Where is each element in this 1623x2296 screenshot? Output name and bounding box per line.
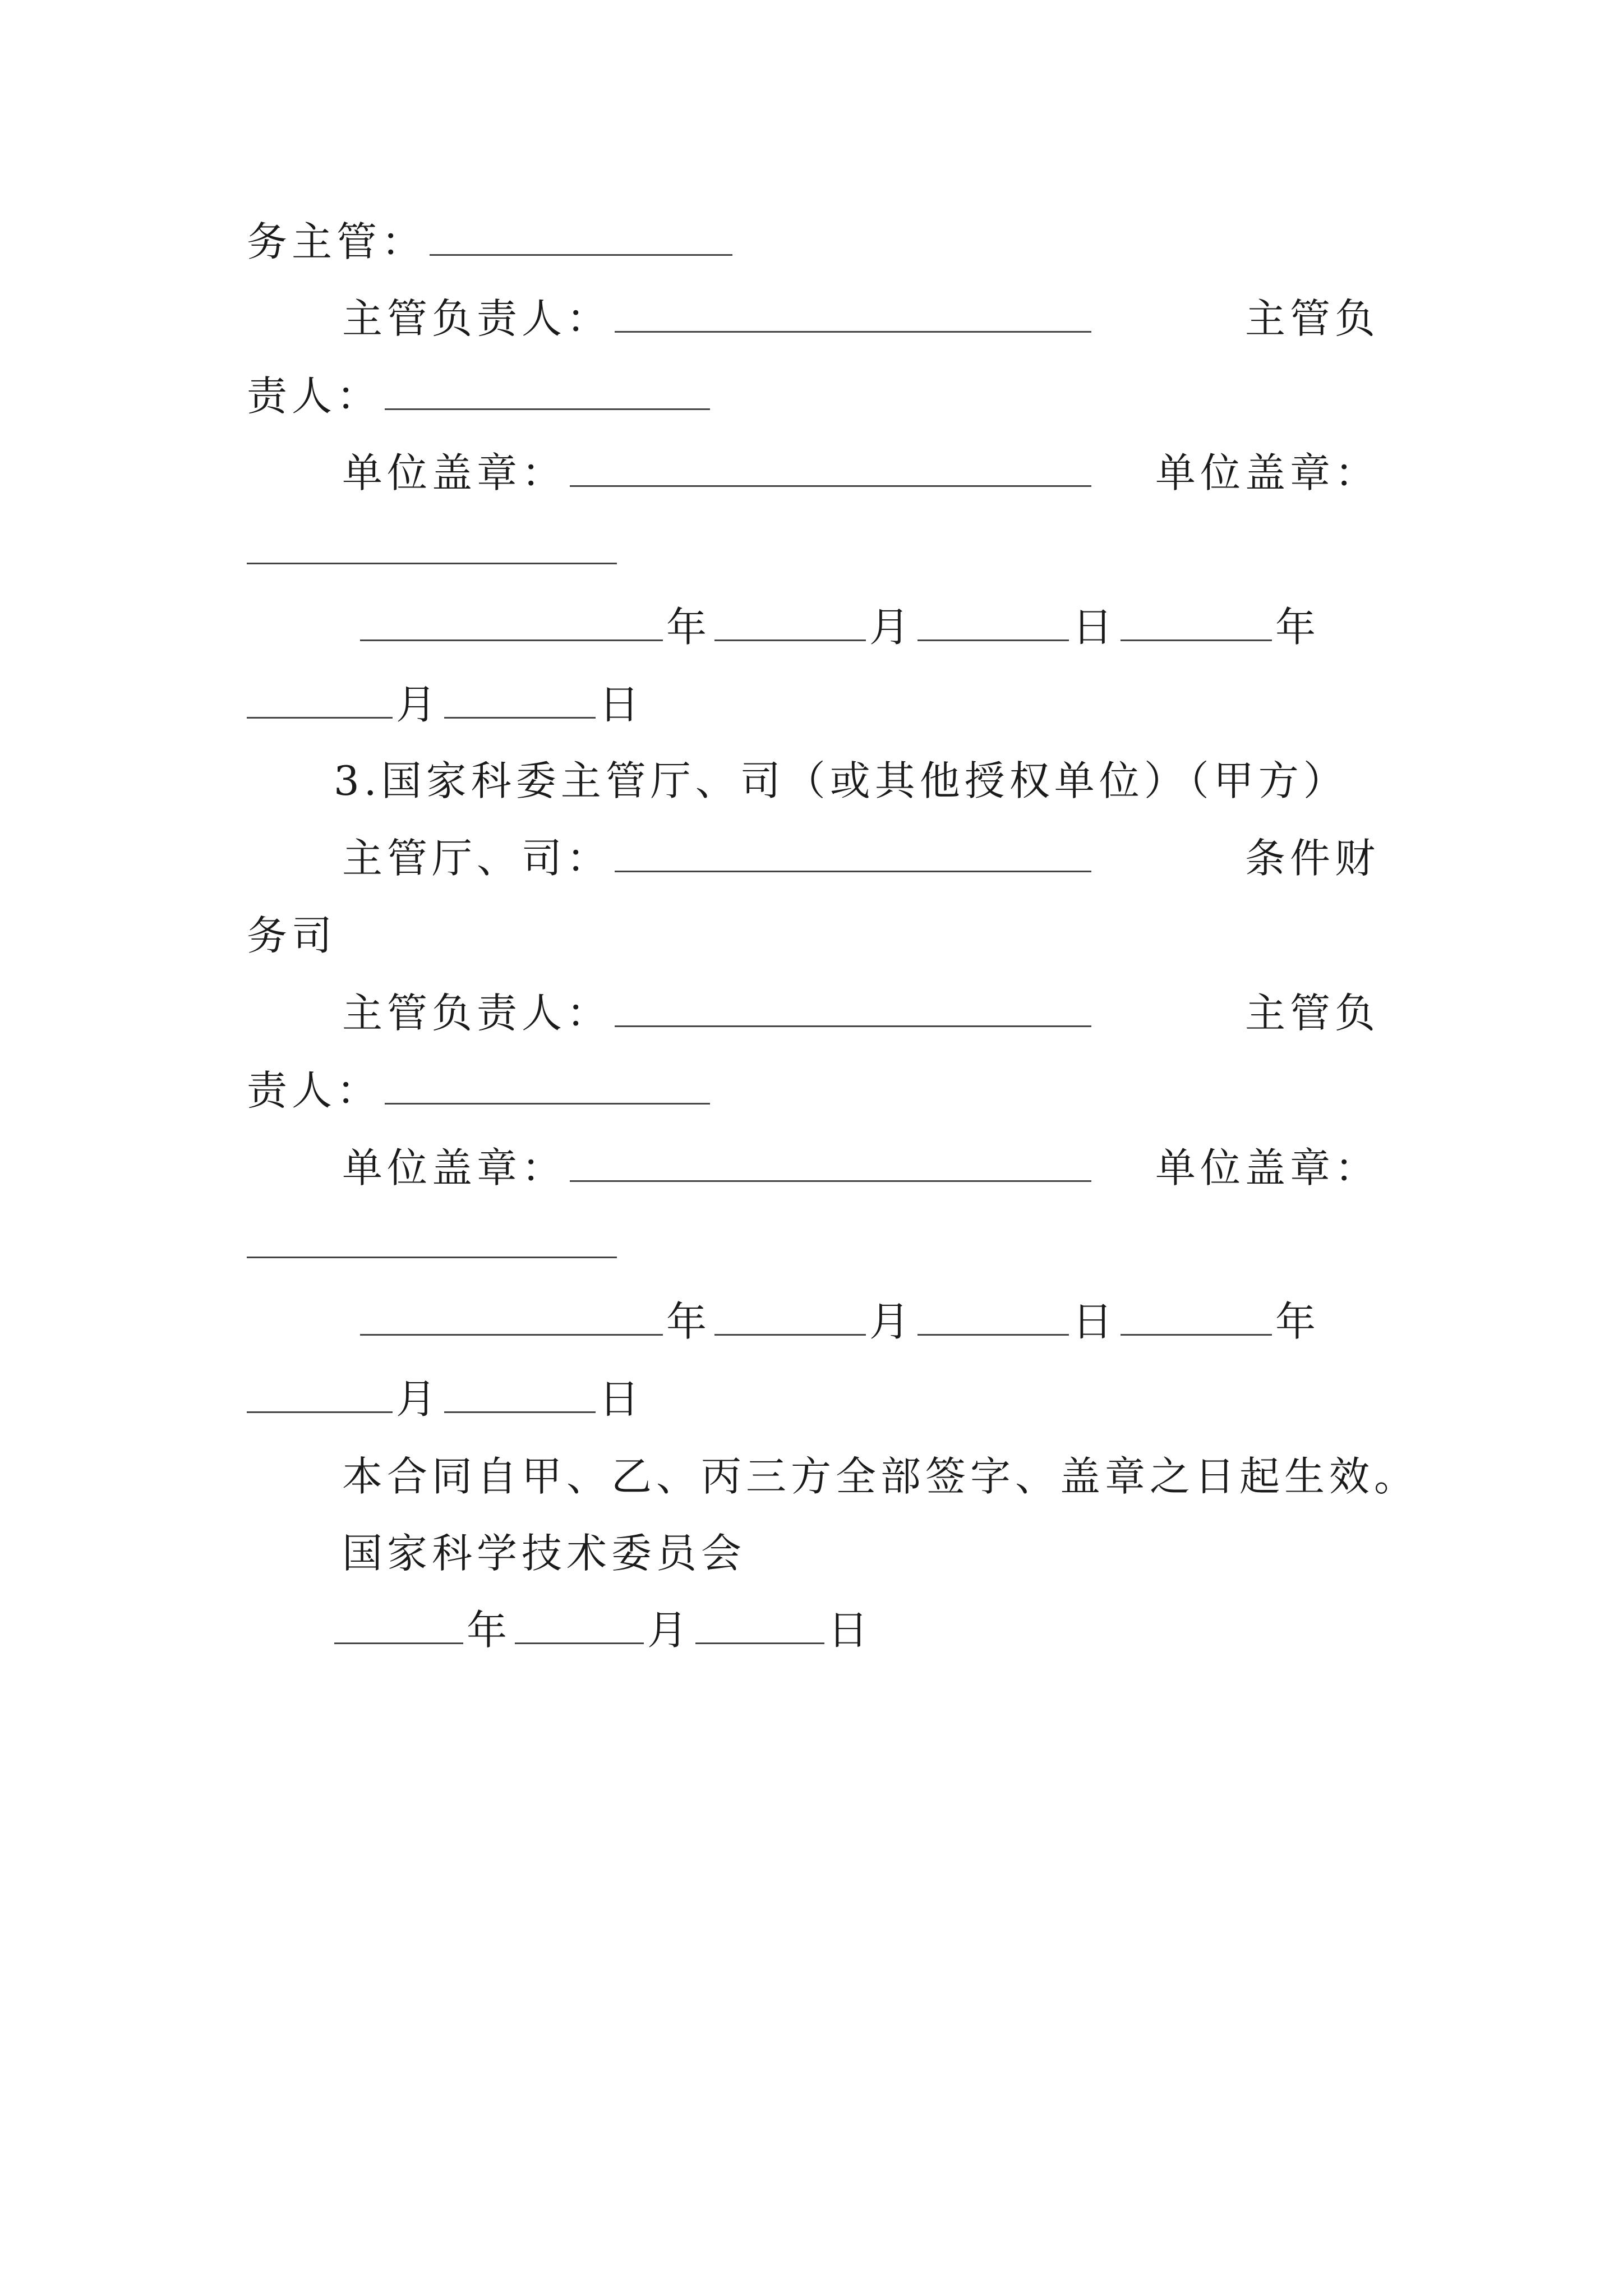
s3-person-in-charge-label-b2: 责人： xyxy=(247,1067,382,1114)
person-in-charge-label-a: 主管负责人： xyxy=(342,295,612,342)
year-blank-b[interactable] xyxy=(1121,601,1272,641)
s3-month-label-a: 月 xyxy=(869,1298,915,1345)
s3-day-label-b: 日 xyxy=(599,1375,644,1423)
s3-person-in-charge-blank-b[interactable] xyxy=(385,1065,710,1105)
s3-year-blank-b[interactable] xyxy=(1121,1296,1272,1336)
seal-blank-b[interactable] xyxy=(247,524,617,564)
s3-month-blank-b[interactable] xyxy=(247,1373,393,1413)
person-in-charge-blank-a[interactable] xyxy=(615,293,1091,333)
dept-line xyxy=(342,832,1095,884)
closing-date-line xyxy=(334,1604,873,1656)
s3-month-label-b: 月 xyxy=(396,1375,441,1423)
month-blank-b[interactable] xyxy=(247,679,393,719)
business-manager-label: 务主管： xyxy=(247,218,427,265)
person-in-charge-blank-b[interactable] xyxy=(385,370,710,410)
s3-month-blank-a[interactable] xyxy=(714,1296,866,1336)
business-manager-line xyxy=(247,216,736,268)
s3-date-line-a xyxy=(357,1296,1320,1347)
month-label-b: 月 xyxy=(396,681,441,728)
closing-day-blank[interactable] xyxy=(695,1604,824,1644)
closing-month-label: 月 xyxy=(647,1607,693,1654)
year-label-b: 年 xyxy=(1275,604,1321,651)
s3-person-in-charge-line-b xyxy=(247,1065,713,1116)
s3-seal-line-b xyxy=(247,1218,620,1270)
s3-person-in-charge-label-a: 主管负责人： xyxy=(342,990,612,1037)
month-blank-a[interactable] xyxy=(714,601,866,641)
seal-label-b: 单位盖章： xyxy=(1155,449,1380,496)
condition-finance-label-2: 务司 xyxy=(247,912,337,959)
s3-seal-label-a: 单位盖章： xyxy=(342,1144,567,1191)
dept-blank[interactable] xyxy=(615,832,1091,872)
seal-line-a xyxy=(342,447,1095,499)
s3-person-in-charge-label-b1: 主管负 xyxy=(1245,990,1380,1037)
s3-seal-blank-b[interactable] xyxy=(247,1218,617,1258)
person-in-charge-label-b2: 责人： xyxy=(247,372,382,420)
closing-day-label: 日 xyxy=(828,1607,873,1654)
s3-person-in-charge-blank-a[interactable] xyxy=(615,987,1091,1027)
s3-seal-label-b: 单位盖章： xyxy=(1155,1144,1380,1191)
s3-seal-line-a xyxy=(342,1142,1095,1194)
s3-year-label-a: 年 xyxy=(666,1298,712,1345)
dept-label: 主管厅、司： xyxy=(342,835,612,882)
s3-year-blank-a[interactable] xyxy=(360,1296,663,1336)
date-line-a xyxy=(357,601,1320,653)
closing-year-blank[interactable] xyxy=(334,1604,463,1644)
s3-day-label-a: 日 xyxy=(1072,1298,1118,1345)
day-blank-a[interactable] xyxy=(917,601,1069,641)
month-label-a: 月 xyxy=(869,604,915,651)
day-label-a: 日 xyxy=(1072,604,1118,651)
person-in-charge-line-a xyxy=(342,293,1095,344)
closing-year-label: 年 xyxy=(467,1607,512,1654)
year-label-a: 年 xyxy=(666,604,712,651)
section-3-heading: 3.国家科委主管厅、司（或其他授权单位）（甲方） xyxy=(334,757,1348,804)
s3-year-label-b: 年 xyxy=(1275,1298,1321,1345)
condition-finance-label-1: 条件财 xyxy=(1245,835,1380,882)
person-in-charge-line-b xyxy=(247,370,713,422)
closing-month-blank[interactable] xyxy=(515,1604,644,1644)
s3-date-line-b xyxy=(247,1373,644,1425)
person-in-charge-label-b1: 主管负 xyxy=(1245,295,1380,342)
organization-name: 国家科学技术委员会 xyxy=(342,1530,746,1577)
day-label-b: 日 xyxy=(599,681,644,728)
s3-person-in-charge-line-a xyxy=(342,987,1095,1039)
seal-blank-a[interactable] xyxy=(570,447,1091,487)
s3-seal-blank-a[interactable] xyxy=(570,1142,1091,1182)
seal-line-b xyxy=(247,524,620,576)
day-blank-b[interactable] xyxy=(444,679,596,719)
effective-clause: 本合同自甲、乙、丙三方全部签字、盖章之日起生效。 xyxy=(342,1453,1419,1500)
seal-label-a: 单位盖章： xyxy=(342,449,567,496)
s3-day-blank-b[interactable] xyxy=(444,1373,596,1413)
date-line-b xyxy=(247,679,644,730)
year-blank-a[interactable] xyxy=(360,601,663,641)
business-manager-blank[interactable] xyxy=(430,216,732,256)
s3-day-blank-a[interactable] xyxy=(917,1296,1069,1336)
